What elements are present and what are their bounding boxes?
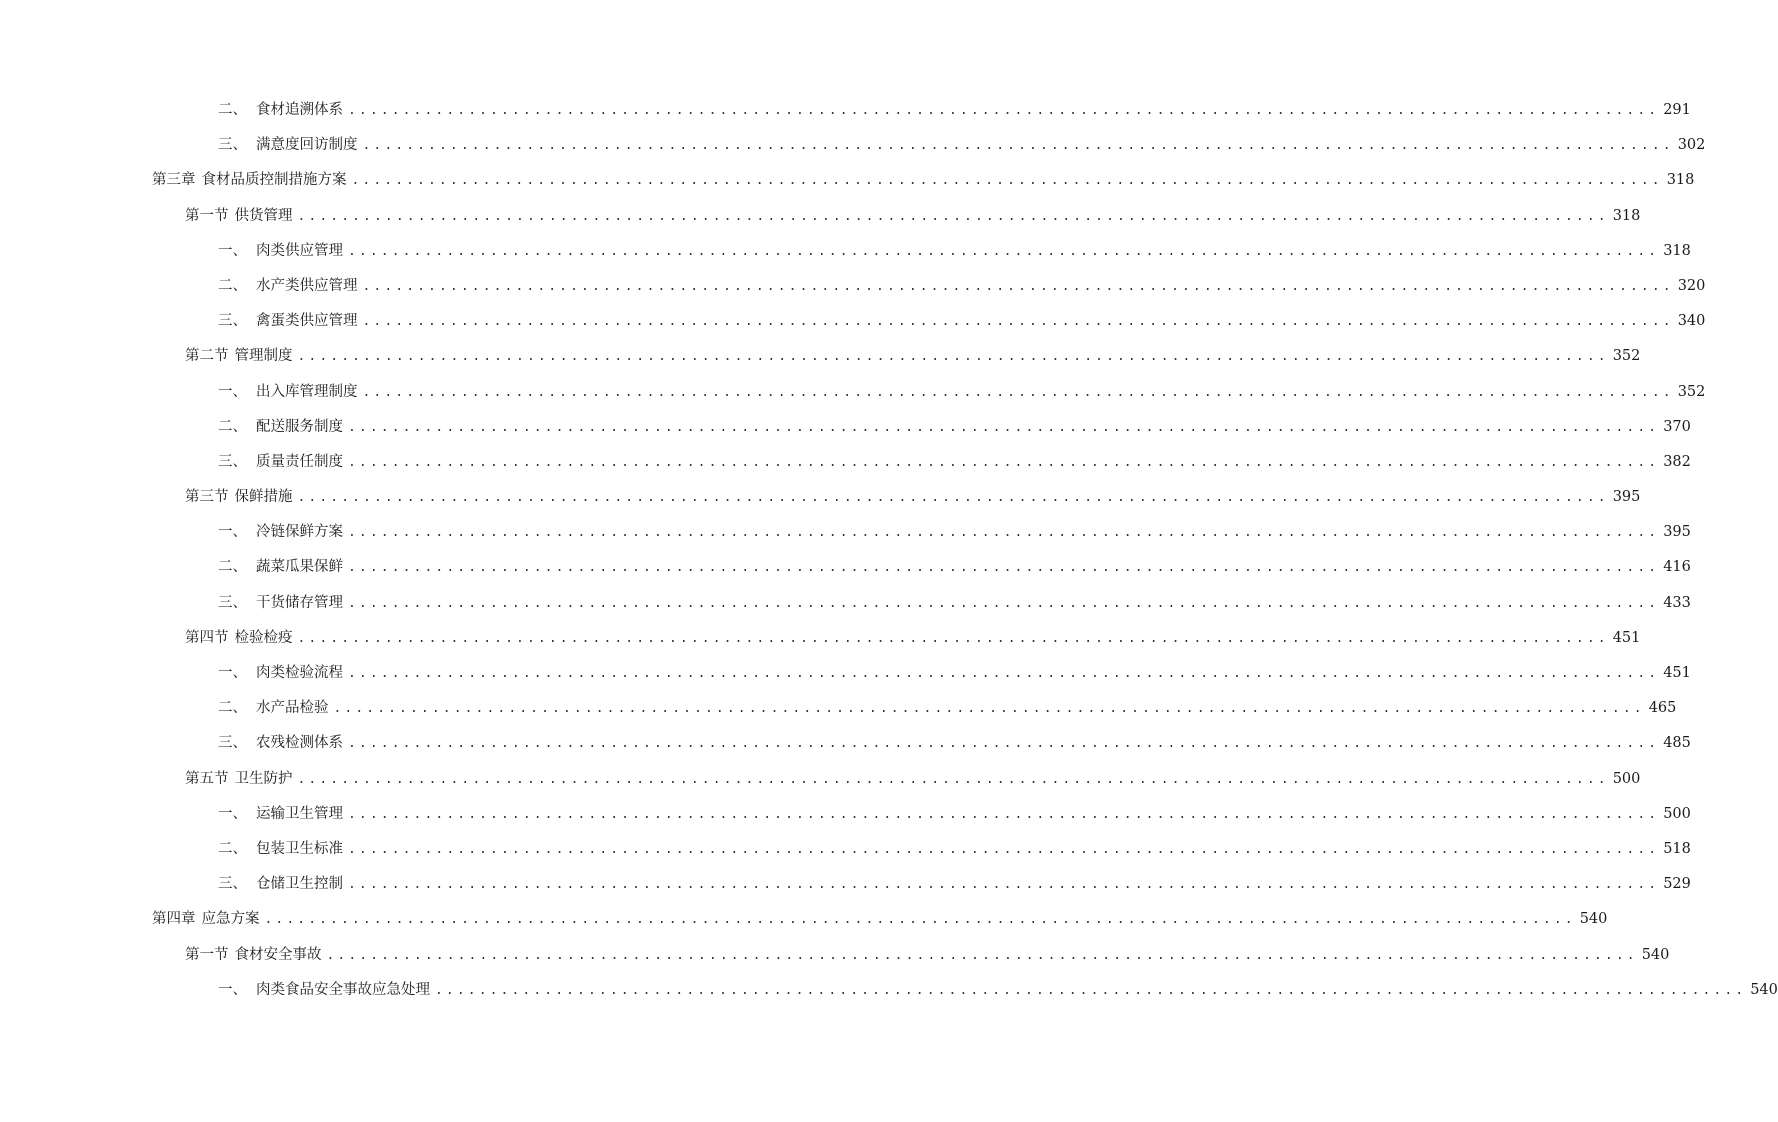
dot-leader: ........................................................................................................................ [348,454,1660,470]
toc-entry[interactable] [0,902,1608,937]
toc-entry[interactable] [0,304,1706,339]
toc-entry[interactable] [0,656,1691,691]
toc-entry-page: 451 [1612,629,1641,646]
toc-entry[interactable] [0,691,1677,726]
dot-leader: ........................................................................................................................ [348,877,1660,893]
toc-entry-number: 第四章 [152,911,196,928]
toc-entry-page: 433 [1663,594,1691,611]
toc-entry-number: 三、 [218,137,247,154]
toc-entry-title: 冷链保鲜方案 [256,524,343,541]
toc-entry-title: 水产类供应管理 [256,277,358,294]
dot-leader: ........................................................................................................................ [348,595,1660,611]
toc-entry[interactable] [0,832,1691,867]
toc-entry-page: 500 [1663,805,1691,822]
dot-leader: ........................................................................................................................ [297,630,1609,646]
toc-entry-page: 529 [1663,876,1691,893]
toc-entry[interactable] [0,762,1641,797]
toc-entry-title: 保鲜措施 [234,489,293,506]
table-of-contents [0,93,1778,1008]
toc-entry[interactable] [0,269,1706,304]
toc-entry-title: 应急方案 [201,911,260,928]
toc-entry-number: 三、 [218,453,247,470]
toc-entry-number: 二、 [218,700,247,717]
toc-entry-number: 二、 [218,840,247,857]
dot-leader: ........................................................................................................................ [348,736,1660,752]
toc-entry[interactable] [0,128,1706,163]
toc-entry-page: 395 [1663,524,1691,541]
toc-entry-page: 416 [1663,559,1691,576]
toc-entry[interactable] [0,234,1691,269]
toc-entry-number: 三、 [218,594,247,611]
toc-entry[interactable] [0,867,1691,902]
toc-entry-page: 382 [1663,453,1691,470]
toc-entry-title: 肉类供应管理 [256,242,343,259]
dot-leader: ........................................................................................................................ [435,982,1747,998]
toc-entry-page: 465 [1648,700,1677,717]
toc-entry-number: 一、 [218,665,247,681]
dot-leader: ........................................................................................................................ [362,314,1674,330]
toc-entry-page: 370 [1663,418,1691,435]
toc-entry-title: 供货管理 [234,207,293,224]
toc-entry-page: 340 [1677,313,1706,330]
dot-leader: ........................................................................................................................ [348,806,1660,822]
toc-entry-title: 肉类食品安全事故应急处理 [256,981,430,998]
toc-entry-number: 一、 [218,524,247,541]
dot-leader: ........................................................................................................................ [333,701,1645,717]
dot-leader: ........................................................................................................................ [348,243,1660,259]
toc-entry[interactable] [0,163,1695,198]
toc-entry[interactable] [0,973,1778,1008]
toc-entry-number: 三、 [218,876,247,893]
toc-entry-page: 352 [1612,348,1641,365]
toc-entry-title: 质量责任制度 [256,453,343,470]
toc-entry-page: 485 [1663,735,1691,752]
toc-entry-title: 满意度回访制度 [256,137,358,154]
toc-entry[interactable] [0,938,1670,973]
toc-entry-title: 食材安全事故 [234,946,322,963]
toc-entry-title: 包装卫生标准 [256,840,343,857]
toc-entry-title: 出入库管理制度 [256,383,358,400]
toc-entry-title: 检验检疫 [234,629,293,646]
toc-entry[interactable] [0,93,1691,128]
toc-entry-number: 第三章 [152,172,196,189]
toc-entry[interactable] [0,199,1641,234]
toc-entry-page: 540 [1641,946,1670,963]
toc-entry-number: 二、 [218,559,247,576]
toc-entry-number: 第一节 [185,207,229,224]
toc-entry-title: 肉类检验流程 [256,665,343,681]
toc-entry-number: 第一节 [185,946,229,963]
toc-entry-number: 二、 [218,418,247,435]
dot-leader: ........................................................................................................................ [362,138,1674,154]
toc-entry-title: 干货储存管理 [256,594,343,611]
dot-leader: ........................................................................................................................ [297,208,1609,224]
toc-entry-number: 一、 [218,981,247,998]
toc-entry-page: 352 [1677,383,1706,400]
toc-entry-page: 291 [1663,102,1691,118]
toc-entry-title: 农残检测体系 [256,735,343,752]
dot-leader: ........................................................................................................................ [348,103,1660,118]
toc-entry-page: 318 [1663,242,1691,259]
toc-entry-number: 二、 [218,102,247,118]
toc-entry-page: 540 [1750,981,1778,998]
toc-entry-title: 管理制度 [234,348,293,365]
dot-leader: ........................................................................................................................ [348,525,1660,541]
toc-entry-title: 食材品质控制措施方案 [201,172,347,189]
toc-entry-page: 451 [1663,665,1691,681]
toc-entry[interactable] [0,797,1691,832]
dot-leader: ........................................................................................................................ [348,666,1660,681]
toc-entry-title: 卫生防护 [234,770,293,787]
dot-leader: ........................................................................................................................ [362,384,1674,400]
dot-leader: ........................................................................................................................ [326,947,1638,963]
toc-entry[interactable] [0,621,1641,656]
toc-entry-page: 500 [1612,770,1641,787]
dot-leader: ........................................................................................................................ [362,278,1674,294]
toc-entry-number: 第三节 [185,489,229,506]
toc-entry[interactable] [0,726,1691,761]
toc-entry[interactable] [0,515,1691,550]
toc-entry-number: 第二节 [185,348,229,365]
toc-entry-title: 禽蛋类供应管理 [256,313,358,330]
dot-leader: ........................................................................................................................ [348,419,1660,435]
toc-entry[interactable] [0,410,1691,445]
toc-entry-page: 318 [1612,207,1641,224]
toc-entry-number: 第五节 [185,770,229,787]
toc-entry-number: 一、 [218,383,247,400]
dot-leader: ........................................................................................................................ [264,912,1576,928]
toc-entry-page: 540 [1579,911,1608,928]
toc-entry-page: 395 [1612,489,1641,506]
dot-leader: ........................................................................................................................ [348,560,1660,576]
toc-entry[interactable] [0,339,1641,374]
dot-leader: ........................................................................................................................ [351,173,1663,189]
dot-leader: ........................................................................................................................ [297,349,1609,365]
toc-entry[interactable] [0,375,1706,410]
dot-leader: ........................................................................................................................ [297,771,1609,787]
toc-entry-title: 食材追溯体系 [256,102,343,118]
toc-entry-number: 二、 [218,277,247,294]
toc-entry[interactable] [0,550,1691,585]
toc-entry-number: 一、 [218,242,247,259]
toc-entry[interactable] [0,586,1691,621]
toc-entry[interactable] [0,480,1641,515]
toc-entry-page: 318 [1666,172,1695,189]
toc-entry-number: 三、 [218,735,247,752]
toc-entry-title: 仓储卫生控制 [256,876,343,893]
toc-entry-title: 水产品检验 [256,700,329,717]
toc-entry-number: 一、 [218,805,247,822]
toc-entry-page: 320 [1677,277,1706,294]
toc-entry-number: 第四节 [185,629,229,646]
toc-entry-title: 配送服务制度 [256,418,343,435]
dot-leader: ........................................................................................................................ [348,841,1660,857]
toc-entry[interactable] [0,445,1691,480]
toc-entry-title: 蔬菜瓜果保鲜 [256,559,343,576]
toc-entry-page: 302 [1677,137,1706,154]
toc-entry-page: 518 [1663,840,1691,857]
toc-entry-number: 三、 [218,313,247,330]
toc-entry-title: 运输卫生管理 [256,805,343,822]
dot-leader: ........................................................................................................................ [297,490,1609,506]
